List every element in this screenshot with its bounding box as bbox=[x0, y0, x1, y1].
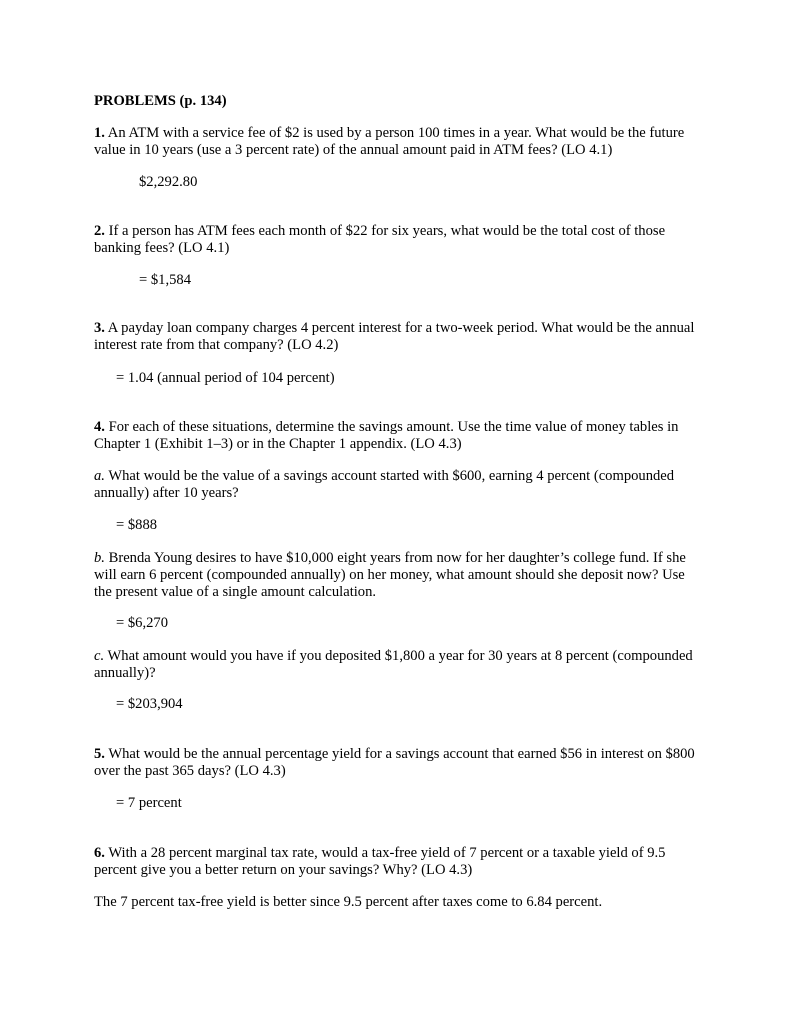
problem-1-number: 1. bbox=[94, 125, 105, 141]
problem-3-number: 3. bbox=[94, 320, 105, 336]
page-title: PROBLEMS (p. 134) bbox=[94, 93, 227, 109]
problem-4a-question bbox=[94, 468, 704, 502]
problem-3-text: A payday loan company charges 4 percent interest for a two-week period. What would be the annual interest rate from that company? (LO 4.2) bbox=[94, 320, 695, 353]
problem-6-text: With a 28 percent marginal tax rate, would a tax-free yield of 7 percent or a taxable yield of 9.5 percent give you a better return on your savings? Why? (LO 4.3) bbox=[94, 845, 666, 878]
problem-4-number: 4. bbox=[94, 419, 105, 435]
problem-4a-letter: a. bbox=[94, 468, 105, 484]
problem-2-number: 2. bbox=[94, 223, 105, 239]
problem-4b-text: Brenda Young desires to have $10,000 eight years from now for her daughter’s college fund. If she will earn 6 percent (compounded annually) on her money, what amount should she deposit now? Use the present value of a single amount calculation. bbox=[94, 550, 686, 600]
problem-5-answer: = 7 percent bbox=[116, 795, 182, 811]
problem-4c-text: What amount would you have if you deposited $1,800 a year for 30 years at 8 percent (compounded annually)? bbox=[94, 648, 693, 681]
problem-4b-answer: = $6,270 bbox=[116, 615, 169, 631]
problem-3-answer: = 1.04 (annual period of 104 percent) bbox=[116, 370, 335, 386]
problem-5-number: 5. bbox=[94, 746, 105, 762]
problem-6-number: 6. bbox=[94, 845, 105, 861]
problem-5-text: What would be the annual percentage yield for a savings account that earned $56 in interest on $800 over the past 365 days? (LO 4.3) bbox=[94, 746, 695, 779]
problem-4a-text: What would be the value of a savings account started with $600, earning 4 percent (compounded annually) after 10 years? bbox=[94, 468, 675, 501]
problem-4c-answer: = $203,904 bbox=[116, 696, 183, 712]
problem-4c-letter: c. bbox=[94, 648, 105, 664]
problem-4c-question bbox=[94, 648, 704, 682]
problem-4a-answer: = $888 bbox=[116, 517, 158, 533]
problem-4-text: For each of these situations, determine the savings amount. Use the time value of money tables in Chapter 1 (Exhibit 1–3) or in the Chapter 1 appendix. (LO 4.3) bbox=[94, 419, 679, 452]
problem-1-question bbox=[94, 125, 704, 159]
problem-5-question bbox=[94, 746, 704, 780]
problem-2-question bbox=[94, 223, 704, 257]
problem-6-question bbox=[94, 845, 704, 879]
problem-4b-letter: b. bbox=[94, 550, 105, 566]
problem-6-answer: The 7 percent tax-free yield is better since 9.5 percent after taxes come to 6.84 percent. bbox=[94, 894, 603, 910]
problem-2-answer: = $1,584 bbox=[139, 272, 192, 288]
problem-1-answer: $2,292.80 bbox=[139, 174, 198, 190]
problem-2-text: If a person has ATM fees each month of $22 for six years, what would be the total cost of those banking fees? (LO 4.1) bbox=[94, 223, 666, 256]
problem-4-question bbox=[94, 419, 704, 453]
problem-1-text: An ATM with a service fee of $2 is used by a person 100 times in a year. What would be the future value in 10 years (use a 3 percent rate) of the annual amount paid in ATM fees? (LO 4.1) bbox=[94, 125, 685, 158]
problem-3-question bbox=[94, 320, 704, 354]
problem-4b-question bbox=[94, 550, 704, 600]
